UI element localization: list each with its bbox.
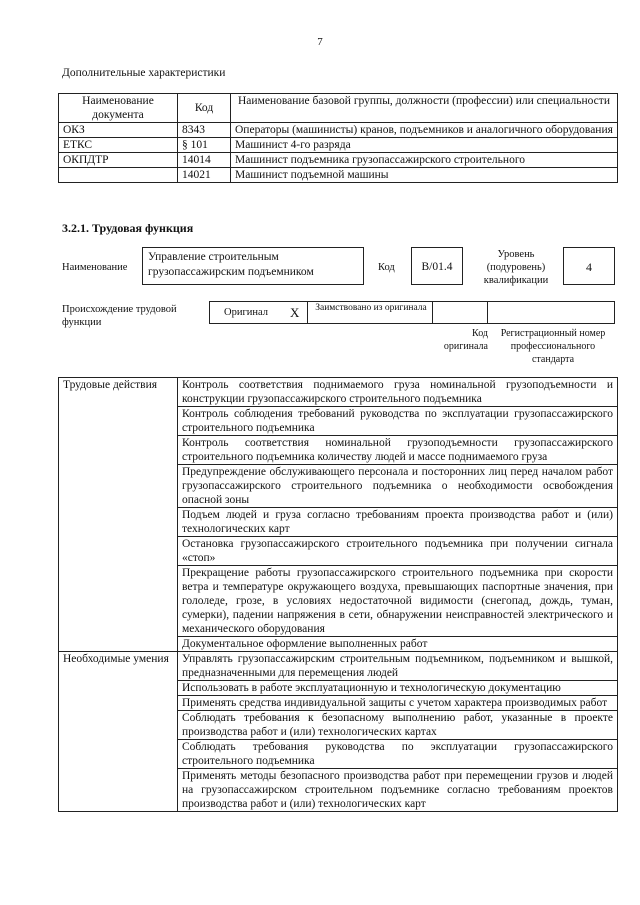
borrowed-label: Заимствовано из оригинала bbox=[315, 303, 427, 313]
row-name: Машинист подъемной машины bbox=[231, 168, 618, 183]
level-box: 4 bbox=[563, 247, 615, 285]
row-code: 14021 bbox=[178, 168, 231, 183]
row-code: § 101 bbox=[178, 138, 231, 153]
skills-label: Необходимые умения bbox=[59, 652, 178, 812]
row-name: Машинист подъемника грузопассажирского строительного bbox=[231, 153, 618, 168]
list-item: Подъем людей и груза согласно требованиям проекта производства работ и (или) технологических карт bbox=[178, 508, 618, 537]
row-name: Машинист 4-го разряда bbox=[231, 138, 618, 153]
list-item: Применять средства индивидуальной защиты с учетом характера производимых работ bbox=[178, 696, 618, 711]
name-label: Наименование bbox=[62, 262, 128, 273]
borrowed-cell bbox=[307, 301, 433, 324]
list-item: Управлять грузопассажирским строительным подъемником, подъемником и вышкой, предназначенными для перемещения людей bbox=[178, 652, 618, 681]
code-original-label: Код оригинала bbox=[443, 328, 488, 352]
row-doc: ОКПДТР bbox=[59, 153, 178, 168]
row-name: Операторы (машинисты) кранов, подъемников и аналогичного оборудования bbox=[231, 123, 618, 138]
code-original-cell bbox=[432, 301, 488, 324]
list-item: Контроль соблюдения требований руководства по эксплуатации грузопассажирского строительного подъемника bbox=[178, 407, 618, 436]
list-item: Соблюдать требования руководства по эксплуатации грузопассажирского строительного подъемника bbox=[178, 740, 618, 769]
list-item: Предупреждение обслуживающего персонала и посторонних лиц перед началом работ грузопассажирского строительного подъемника о необходимости освобождения опасной зоны bbox=[178, 465, 618, 508]
header-code: Код bbox=[178, 94, 231, 123]
table-row bbox=[59, 378, 618, 407]
list-item: Остановка грузопассажирского строительного подъемника при получении сигнала «стоп» bbox=[178, 537, 618, 566]
original-mark: X bbox=[290, 305, 300, 320]
function-code-box: В/01.4 bbox=[411, 247, 463, 285]
list-item: Контроль соответствия номинальной грузоподъемности грузопассажирского строительного подъемника количеству людей и массе поднимаемого груза bbox=[178, 436, 618, 465]
code-label: Код bbox=[378, 262, 395, 273]
original-label: Оригинал bbox=[224, 307, 268, 318]
list-item: Соблюдать требования к безопасному выполнению работ, указанные в проекте производства работ и (или) технологических картах bbox=[178, 711, 618, 740]
list-item: Прекращение работы грузопассажирского строительного подъемника при скорости ветра и температуре окружающего воздуха, превышающих паспортные значения, при гололеде, грозе, в условиях недостаточной видимости (снегопад, дождь, туман, сумерки), падении напряжения в сети, обнаружении неисправностей электрического и механического оборудования bbox=[178, 566, 618, 637]
table-row bbox=[59, 153, 618, 168]
additional-heading: Дополнительные характеристики bbox=[62, 67, 226, 79]
table-row bbox=[59, 168, 618, 183]
row-code: 8343 bbox=[178, 123, 231, 138]
reg-number-label: Регистрационный номер профессионального стандарта bbox=[500, 328, 606, 365]
table-row bbox=[59, 138, 618, 153]
actions-label: Трудовые действия bbox=[59, 378, 178, 652]
list-item: Контроль соответствия поднимаемого груза номинальной грузоподъемности и конструкции грузопассажирского строительного подъемника bbox=[178, 378, 618, 407]
row-doc bbox=[59, 168, 178, 183]
row-doc: ЕТКС bbox=[59, 138, 178, 153]
header-name: Наименование базовой группы, должности (профессии) или специальности bbox=[231, 94, 618, 123]
section-title: 3.2.1. Трудовая функция bbox=[62, 221, 194, 235]
original-cell bbox=[209, 301, 308, 324]
table-header-row bbox=[59, 94, 618, 123]
header-doc: Наименование документа bbox=[59, 94, 178, 123]
function-details-table bbox=[58, 377, 618, 812]
table-row bbox=[59, 652, 618, 681]
classification-table bbox=[58, 93, 618, 183]
function-name-box: Управление строительным грузопассажирским подъемником bbox=[142, 247, 364, 285]
table-row bbox=[59, 123, 618, 138]
row-code: 14014 bbox=[178, 153, 231, 168]
row-doc: ОКЗ bbox=[59, 123, 178, 138]
level-label: Уровень (подуровень) квалификации bbox=[483, 249, 549, 286]
page-number: 7 bbox=[317, 36, 323, 48]
list-item: Применять методы безопасного производства работ при перемещении грузов и людей на грузопассажирском строительном подъемнике согласно требованиям проектов производства работ и (или) технологических карт bbox=[178, 769, 618, 812]
list-item: Документальное оформление выполненных работ bbox=[178, 637, 618, 652]
list-item: Использовать в работе эксплуатационную и технологическую документацию bbox=[178, 681, 618, 696]
origin-label: Происхождение трудовой функции bbox=[62, 304, 177, 328]
reg-number-cell bbox=[487, 301, 615, 324]
